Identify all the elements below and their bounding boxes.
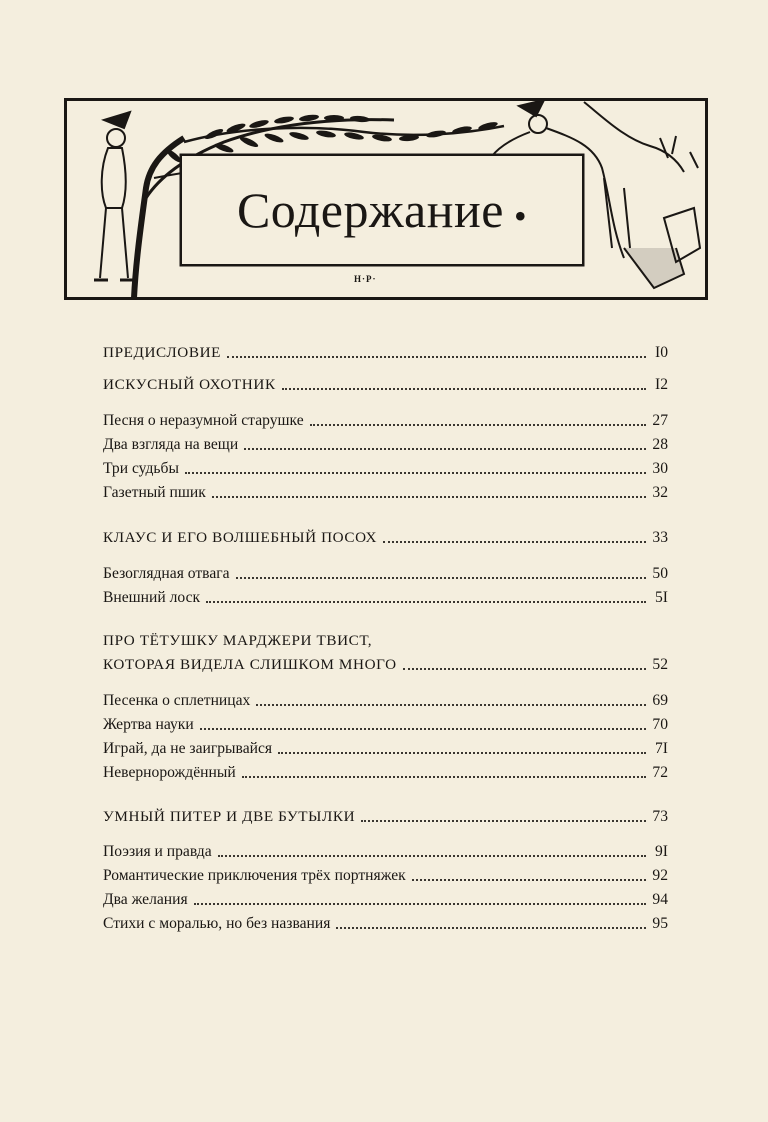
toc-entry-title: ИСКУСНЫЙ ОХОТНИК xyxy=(103,376,276,393)
toc-entry-page: 33 xyxy=(652,529,668,546)
page-title: Содержание • xyxy=(236,182,528,238)
toc-entry-title: Неверноpождённый xyxy=(103,764,236,781)
dot-leader xyxy=(200,728,646,730)
toc-entry[interactable] xyxy=(103,913,668,935)
toc-entry[interactable] xyxy=(103,342,668,364)
toc-entry[interactable] xyxy=(103,434,668,456)
toc-entry[interactable] xyxy=(103,563,668,585)
toc-entry[interactable] xyxy=(103,482,668,504)
toc-entry[interactable] xyxy=(103,410,668,432)
toc-entry-line1[interactable] xyxy=(103,630,668,652)
toc-entry-page: 30 xyxy=(652,460,668,477)
toc-entry-page: 92 xyxy=(652,867,668,884)
dot-leader xyxy=(361,820,646,822)
toc-entry[interactable] xyxy=(103,865,668,887)
toc-entry-page: 72 xyxy=(652,764,668,781)
toc-entry[interactable] xyxy=(103,690,668,712)
toc-entry[interactable] xyxy=(103,889,668,911)
dot-leader xyxy=(185,472,646,474)
toc-entry[interactable] xyxy=(103,841,668,863)
title-ornament-dot: • xyxy=(513,195,528,236)
toc-entry-title: Песня о неразумной старушке xyxy=(103,412,304,429)
toc-entry[interactable] xyxy=(103,806,668,828)
toc-entry-title: УМНЫЙ ПИТЕР И ДВЕ БУТЫЛКИ xyxy=(103,808,356,825)
toc-entry-title: Два взгляда на вещи xyxy=(103,436,239,453)
toc-entry-title: Два желания xyxy=(103,891,188,908)
toc-entry-title: КЛАУС И ЕГО ВОЛШЕБНЫЙ ПОСОХ xyxy=(103,529,378,546)
toc-entry-page: 27 xyxy=(652,412,668,429)
toc-entry-page: 95 xyxy=(652,915,668,932)
dot-leader xyxy=(310,424,646,426)
toc-entry-title-line2: КОТОРАЯ ВИДЕЛА СЛИШКОМ МНОГО xyxy=(103,656,397,673)
dot-leader xyxy=(218,855,646,857)
toc-entry[interactable] xyxy=(103,587,668,609)
dot-leader xyxy=(244,448,646,450)
dot-leader xyxy=(236,577,646,579)
toc-entry-page: 9I xyxy=(655,843,668,860)
toc-entry-page: I2 xyxy=(655,376,668,393)
toc-entry-page: 52 xyxy=(652,656,668,673)
toc-entry-page: 7I xyxy=(655,740,668,757)
toc-entry-page: 50 xyxy=(652,565,668,582)
toc-entry-page: 69 xyxy=(652,692,668,709)
toc-entry-page: 94 xyxy=(652,891,668,908)
header-banner xyxy=(64,98,708,300)
toc-entry[interactable] xyxy=(103,714,668,736)
toc-entry-page: 70 xyxy=(652,716,668,733)
toc-entry-page: 5I xyxy=(655,589,668,606)
toc-entry[interactable] xyxy=(103,374,668,396)
toc-entry-title: Романтические приключения трёх портняжек xyxy=(103,867,406,884)
dot-leader xyxy=(206,601,646,603)
dot-leader xyxy=(194,903,646,905)
toc-entry-title: Жертва науки xyxy=(103,716,194,733)
title-box xyxy=(182,156,582,264)
dot-leader xyxy=(242,776,646,778)
toc-entry-title: Поэзия и правда xyxy=(103,843,212,860)
toc-entry-page: 73 xyxy=(652,808,668,825)
toc-entry-title: ПРЕДИСЛОВИЕ xyxy=(103,344,222,361)
toc-entry-title: ПРО ТЁТУШКУ МАРДЖЕРИ ТВИСТ, xyxy=(103,632,373,649)
toc-entry[interactable] xyxy=(103,654,668,676)
toc-entry[interactable] xyxy=(103,527,668,549)
dot-leader xyxy=(212,496,646,498)
dot-leader xyxy=(282,388,646,390)
dot-leader xyxy=(227,356,646,358)
toc-entry-page: 28 xyxy=(652,436,668,453)
toc-entry[interactable] xyxy=(103,458,668,480)
toc-entry[interactable] xyxy=(103,762,668,784)
toc-entry[interactable] xyxy=(103,738,668,760)
dot-leader xyxy=(383,541,646,543)
toc-entry-title: Внешний лоск xyxy=(103,589,201,606)
artist-monogram: H·P· xyxy=(354,274,377,284)
dot-leader xyxy=(278,752,646,754)
toc-entry-title: Безоглядная отвага xyxy=(103,565,230,582)
dot-leader xyxy=(256,704,646,706)
toc-entry-title: Играй, да не заигрывайся xyxy=(103,740,273,757)
toc-entry-title: Песенка о сплетницах xyxy=(103,692,251,709)
dot-leader xyxy=(336,927,646,929)
dot-leader xyxy=(403,668,646,670)
toc-entry-page: I0 xyxy=(655,344,668,361)
toc-entry-title: Газетный пшик xyxy=(103,484,206,501)
toc-entry-title: Три судьбы xyxy=(103,460,179,477)
toc-entry-title: Стихи с моралью, но без названия xyxy=(103,915,331,932)
dot-leader xyxy=(412,879,646,881)
toc-entry-page: 32 xyxy=(652,484,668,501)
